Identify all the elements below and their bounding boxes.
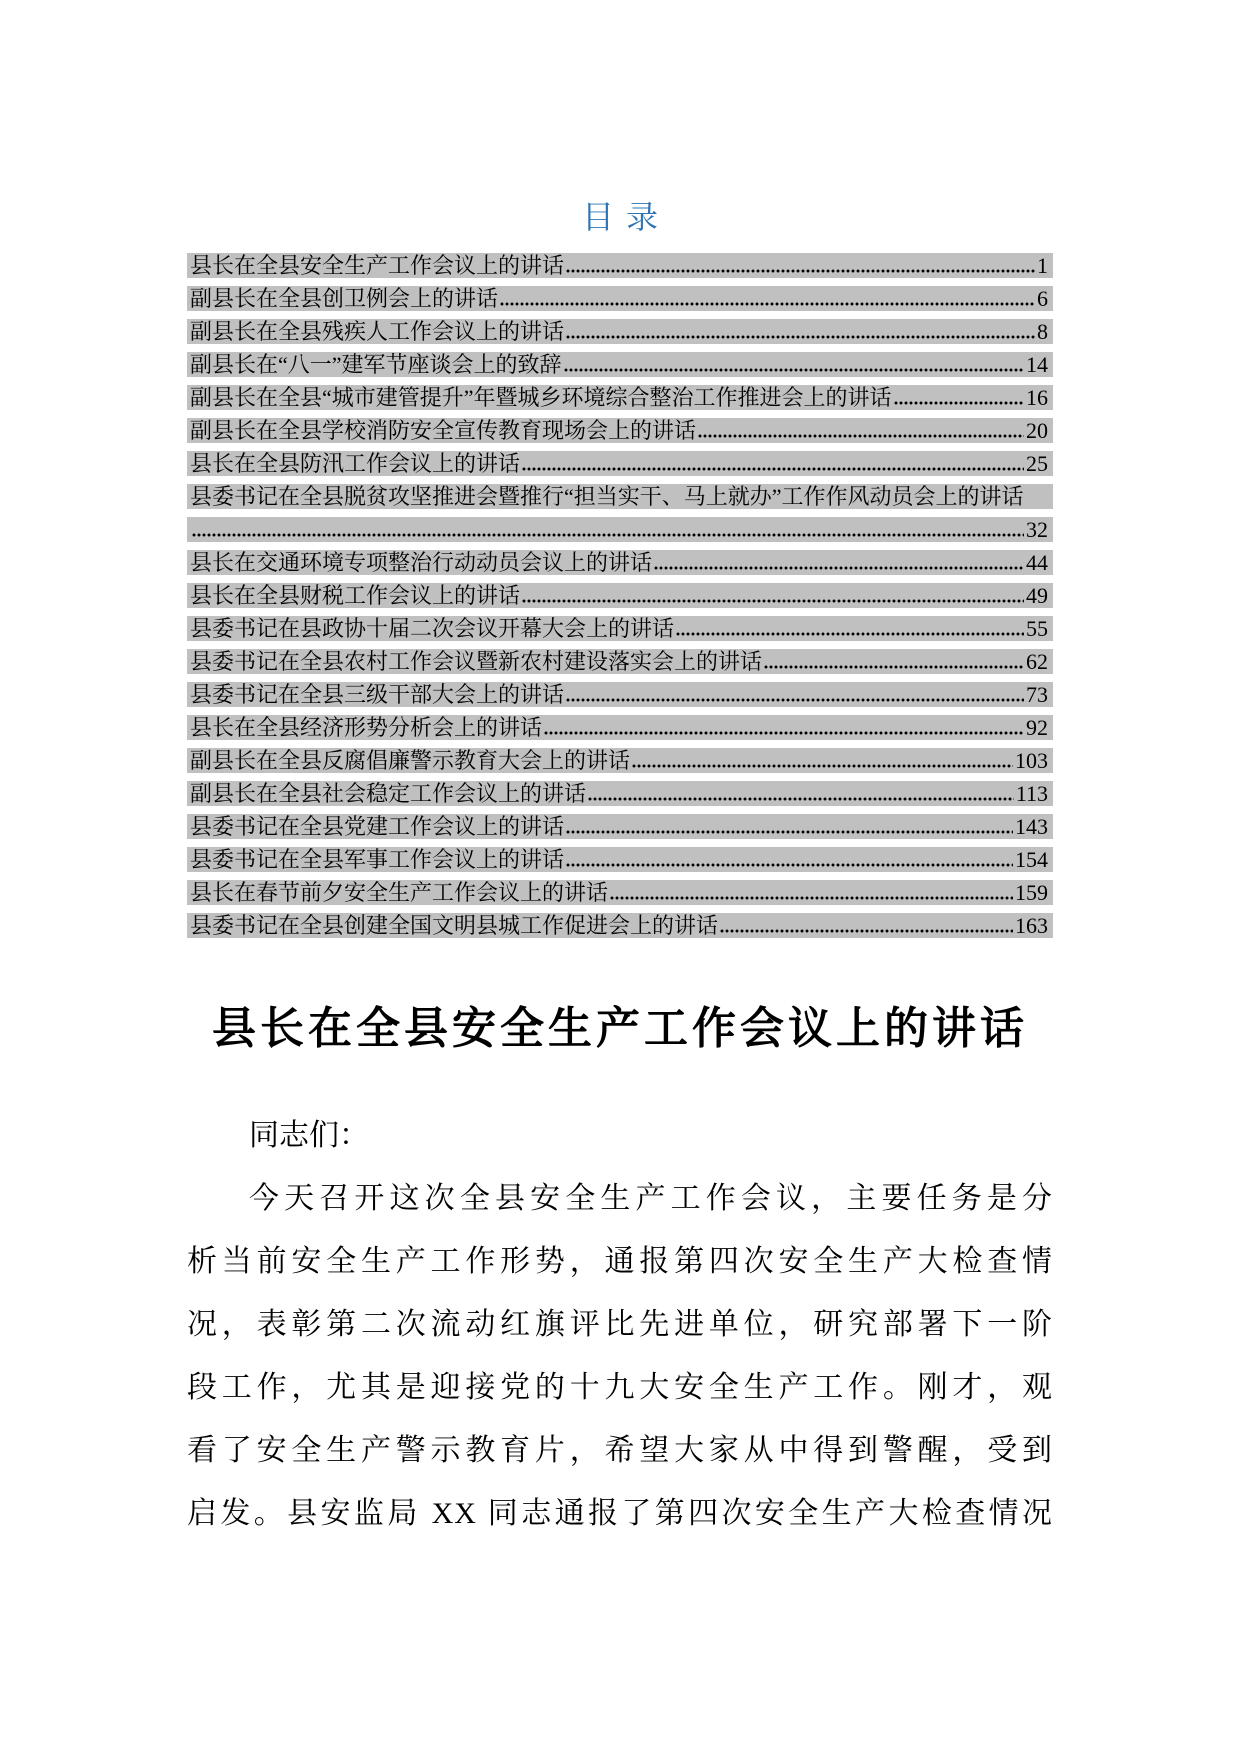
toc-entry-title: 县委书记在县政协十届二次会议开幕大会上的讲话 <box>190 616 675 641</box>
toc-entry[interactable] <box>187 880 1053 905</box>
toc-entry-title: 副县长在全县社会稳定工作会议上的讲话 <box>190 781 587 806</box>
toc-page-number: 20 <box>1026 418 1048 443</box>
toc-page-number: 62 <box>1026 649 1048 674</box>
toc-page-number: 6 <box>1037 286 1048 311</box>
toc-leader-dots <box>566 267 1035 275</box>
toc-page-number: 32 <box>1026 517 1048 542</box>
toc-leader-dots <box>764 663 1024 671</box>
toc-entry-title: 县长在全县经济形势分析会上的讲话 <box>190 715 543 740</box>
toc-entry[interactable] <box>187 385 1053 410</box>
toc-leader-dots <box>654 564 1024 572</box>
toc-entry[interactable] <box>187 781 1053 806</box>
toc-entry-title: 副县长在全县反腐倡廉警示教育大会上的讲话 <box>190 748 631 773</box>
toc-page-number: 25 <box>1026 451 1048 476</box>
toc-leader-dots <box>698 432 1024 440</box>
toc-leader-dots <box>894 399 1024 407</box>
article-paragraph-line: 启发。县安监局 XX 同志通报了第四次安全生产大检查情况 <box>187 1497 1053 1530</box>
toc-page-number: 44 <box>1026 550 1048 575</box>
toc-page-number: 92 <box>1026 715 1048 740</box>
toc-page-number: 103 <box>1015 748 1048 773</box>
article-paragraph-line: 今天召开这次全县安全生产工作会议，主要任务是分 <box>249 1182 1053 1215</box>
toc-entry[interactable] <box>187 616 1053 641</box>
article-salutation: 同志们： <box>249 1119 369 1152</box>
toc-leader-dots <box>544 729 1024 737</box>
toc-page-number: 8 <box>1037 319 1048 344</box>
toc-leader-dots <box>566 828 1013 836</box>
toc-leader-dots <box>566 861 1013 869</box>
article-paragraph-line: 看了安全生产警示教育片，希望大家从中得到警醒，受到 <box>187 1434 1053 1467</box>
toc-entry[interactable] <box>187 748 1053 773</box>
toc-entry[interactable] <box>187 847 1053 872</box>
toc-title: 目录 <box>581 199 670 235</box>
article-paragraph-line: 析当前安全生产工作形势，通报第四次安全生产大检查情 <box>187 1245 1053 1278</box>
toc-entry-title: 县长在全县防汛工作会议上的讲话 <box>190 451 521 476</box>
page-content <box>187 0 1053 1545</box>
toc-entry[interactable] <box>187 913 1053 938</box>
toc-leader-dots <box>588 795 1014 803</box>
toc-entry[interactable] <box>187 352 1053 377</box>
toc-page-number: 143 <box>1015 814 1048 839</box>
toc-leader-dots <box>522 465 1024 473</box>
toc-page-number: 73 <box>1026 682 1048 707</box>
toc-leader-dots <box>566 333 1035 341</box>
toc-entry[interactable] <box>187 451 1053 476</box>
toc-entry[interactable] <box>187 550 1053 575</box>
toc-entry[interactable] <box>187 649 1053 674</box>
toc-entry-title: 副县长在“八一”建军节座谈会上的致辞 <box>190 352 562 377</box>
toc-page-number: 55 <box>1026 616 1048 641</box>
toc-leader-dots <box>610 894 1013 902</box>
toc-page-number: 49 <box>1026 583 1048 608</box>
toc-page-number: 113 <box>1015 781 1048 806</box>
toc-page-number: 154 <box>1015 847 1048 872</box>
toc-entry-title: 县委书记在全县三级干部大会上的讲话 <box>190 682 565 707</box>
toc-entry-title: 副县长在全县学校消防安全宣传教育现场会上的讲话 <box>190 418 697 443</box>
toc-entry-wrapped-line2[interactable] <box>187 517 1053 542</box>
toc-entry[interactable] <box>187 286 1053 311</box>
article-body <box>187 1104 1053 1545</box>
toc-page-number: 14 <box>1026 352 1048 377</box>
toc-leader-dots <box>192 531 1024 539</box>
toc-entry-title: 县长在全县安全生产工作会议上的讲话 <box>190 253 565 278</box>
toc-entry-title: 副县长在全县创卫例会上的讲话 <box>190 286 499 311</box>
toc-leader-dots <box>566 696 1024 704</box>
toc-entry-title: 县委书记在全县农村工作会议暨新农村建设落实会上的讲话 <box>190 649 763 674</box>
toc-entry[interactable] <box>187 814 1053 839</box>
toc-leader-dots <box>676 630 1024 638</box>
toc-page-number: 159 <box>1015 880 1048 905</box>
toc-entry[interactable] <box>187 682 1053 707</box>
toc <box>187 253 1053 938</box>
toc-entry-title: 县委书记在全县脱贫攻坚推进会暨推行“担当实干、马上就办”工作作风动员会上的讲话 <box>190 484 1024 509</box>
toc-leader-dots <box>522 597 1024 605</box>
toc-page-number: 1 <box>1037 253 1048 278</box>
toc-entry-title: 县委书记在全县军事工作会议上的讲话 <box>190 847 565 872</box>
toc-entry-title: 县委书记在全县创建全国文明县城工作促进会上的讲话 <box>190 913 719 938</box>
toc-entry-title: 县长在春节前夕安全生产工作会议上的讲话 <box>190 880 609 905</box>
toc-leader-dots <box>564 366 1024 374</box>
toc-entry[interactable] <box>187 418 1053 443</box>
toc-entry-title: 副县长在全县残疾人工作会议上的讲话 <box>190 319 565 344</box>
toc-entry[interactable] <box>187 319 1053 344</box>
toc-page-number: 16 <box>1026 385 1048 410</box>
article-paragraph-line: 段工作，尤其是迎接党的十九大安全生产工作。刚才，观 <box>187 1371 1053 1404</box>
toc-entry-title: 县长在全县财税工作会议上的讲话 <box>190 583 521 608</box>
article-paragraph-line: 况，表彰第二次流动红旗评比先进单位，研究部署下一阶 <box>187 1308 1053 1341</box>
toc-leader-dots <box>720 927 1013 935</box>
article-title: 县长在全县安全生产工作会议上的讲话 <box>212 1004 1028 1053</box>
toc-page-number: 163 <box>1015 913 1048 938</box>
toc-entry-title: 副县长在全县“城市建管提升”年暨城乡环境综合整治工作推进会上的讲话 <box>190 385 892 410</box>
toc-entry-title: 县委书记在全县党建工作会议上的讲话 <box>190 814 565 839</box>
toc-entry-wrapped-line1[interactable] <box>187 484 1053 509</box>
toc-entry[interactable] <box>187 253 1053 278</box>
toc-leader-dots <box>500 300 1035 308</box>
toc-leader-dots <box>632 762 1013 770</box>
toc-entry-title: 县长在交通环境专项整治行动动员会议上的讲话 <box>190 550 653 575</box>
toc-entry[interactable] <box>187 583 1053 608</box>
toc-entry[interactable] <box>187 715 1053 740</box>
